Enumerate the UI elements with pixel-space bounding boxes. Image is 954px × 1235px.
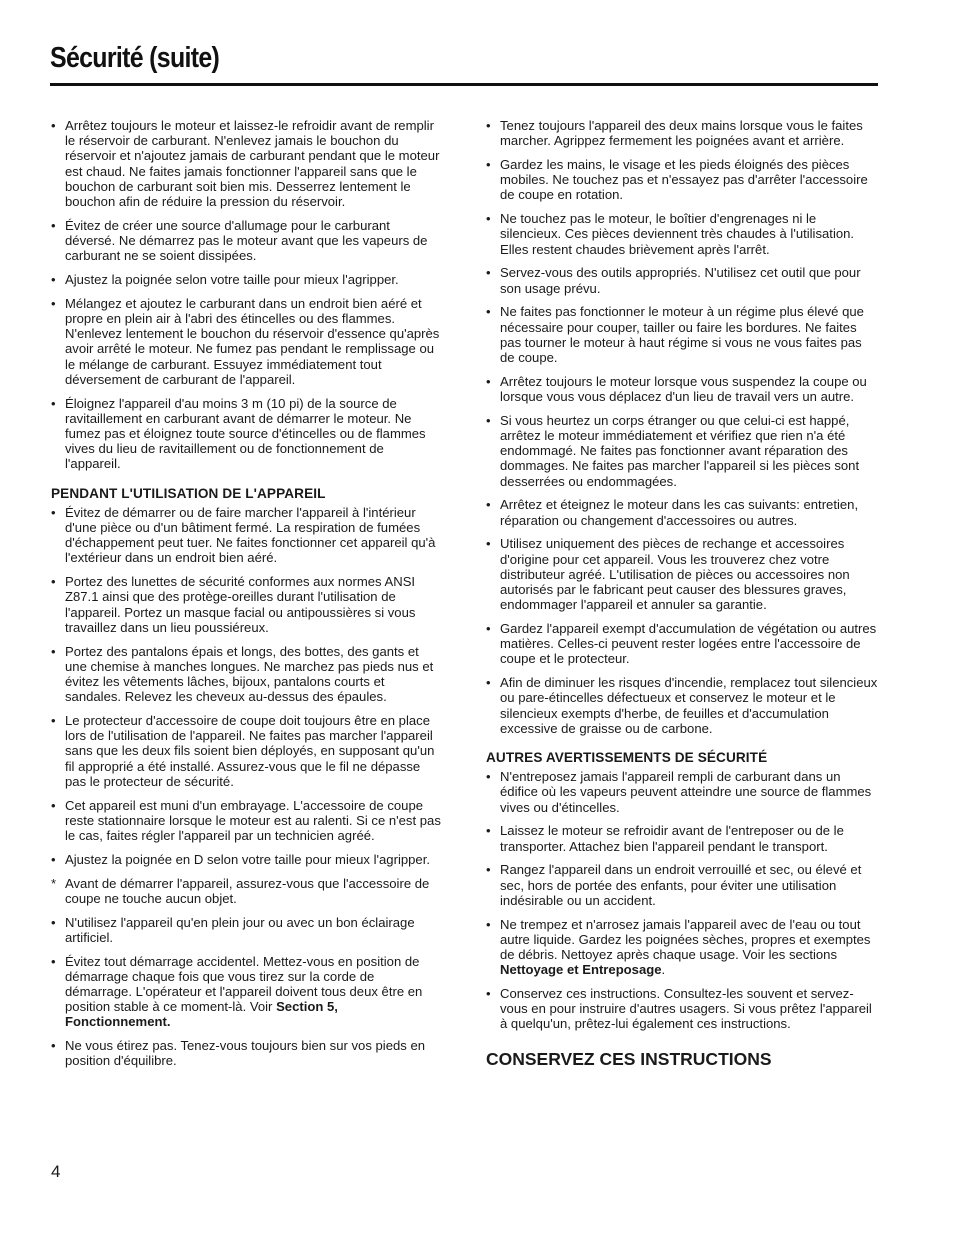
- list-item: [486, 862, 878, 908]
- list-item: [486, 536, 878, 612]
- bullet-marker: •: [51, 217, 56, 233]
- list-item: [51, 644, 443, 705]
- list-item: [51, 798, 443, 844]
- list-item-text: Arrêtez et éteignez le moteur dans les cas suivants: entretien, réparation ou changement d'accessoires ou autres.: [500, 497, 859, 528]
- bullet-marker: •: [51, 504, 56, 520]
- bullet-marker: •: [51, 395, 56, 411]
- list-item: [51, 915, 443, 945]
- list-item-text: N'utilisez l'appareil qu'en plein jour ou avec un bon éclairage artificiel.: [65, 914, 415, 945]
- bullet-marker: •: [486, 823, 491, 839]
- list-item-text: Évitez tout démarrage accidentel. Mettez-vous en position de démarrage chaque fois que vous tirez sur la corde de démarrage. L'opérateur et l'appareil doivent tous deux être en position stable à ce moment-là. Voir: [65, 953, 423, 1015]
- bullet-marker: •: [486, 497, 491, 513]
- list-item-text: Gardez les mains, le visage et les pieds éloignés des pièces mobiles. Ne touchez pas et n'essayez pas d'arrêter l'accessoire de coupe en rotation.: [500, 157, 868, 203]
- list-item-text: Avant de démarrer l'appareil, assurez-vous que l'accessoire de coupe ne touche aucun objet.: [65, 875, 430, 906]
- list-item: [51, 505, 443, 566]
- list-item: [486, 265, 878, 295]
- list-item: [486, 157, 878, 203]
- handling-safety-list: [486, 118, 878, 736]
- bullet-marker: •: [486, 265, 491, 281]
- list-item-bold-text: Nettoyage et Entreposage: [500, 962, 662, 978]
- bullet-marker: •: [486, 412, 491, 428]
- list-item: [51, 876, 443, 906]
- bullet-marker: •: [51, 851, 56, 867]
- bullet-marker: •: [486, 621, 491, 637]
- bullet-marker: •: [51, 272, 56, 288]
- operation-safety-list: [51, 505, 443, 1069]
- bullet-marker: •: [486, 986, 491, 1002]
- bullet-marker: •: [486, 536, 491, 552]
- bullet-marker: •: [486, 675, 491, 691]
- title-rule: [50, 83, 878, 86]
- list-item-text: Ne trempez et n'arrosez jamais l'appareil avec de l'eau ou tout autre liquide. Gardez les poignées sèches, propres et exemptes de débris. Nettoyez après chaque usage. Voir les sections: [500, 916, 871, 963]
- bullet-marker: •: [486, 157, 491, 172]
- list-item-text: Ne touchez pas le moteur, le boîtier d'engrenages ni le silencieux. Ces pièces deviennent très chaudes à l'utilisation. Elles restent chaudes brièvement après l'arrêt.: [500, 211, 855, 257]
- bullet-marker: •: [486, 304, 491, 320]
- list-item: [486, 118, 878, 148]
- list-item: [486, 374, 878, 404]
- list-item-text: Laissez le moteur se refroidir avant de l'entreposer ou de le transporter. Attachez bien l'appareil pendant le transport.: [500, 823, 844, 854]
- list-item-text: Mélangez et ajoutez le carburant dans un endroit bien aéré et propre en plein air à l'abri des étincelles ou des flammes. N'enlevez lentement le bouchon du réservoir d'essence qu'après avoir arrêté le moteur. Ne fumez pas pendant le remplissage ou le mélange de carburant. Essuyez immédiatement tout déversement de carburant de l'appareil.: [65, 295, 440, 387]
- list-item: [486, 823, 878, 853]
- list-item: [486, 304, 878, 365]
- list-item-text: Portez des pantalons épais et longs, des bottes, des gants et une chemise à manches longues. Ne marchez pas pieds nus et évitez les vêtements lâches, bijoux, pantalons courts et sandales. Relevez les cheveux au-dessus des épaules.: [65, 643, 434, 705]
- list-item-text: Portez des lunettes de sécurité conformes aux normes ANSI Z87.1 ainsi que des protège-oreilles durant l'utilisation de l'appareil. Portez un masque facial ou antipoussières si vous travaillez dans un lieu poussiéreux.: [65, 574, 416, 635]
- bullet-marker: •: [51, 574, 56, 590]
- list-item-bold-text: Section 5, Fonctionnement.: [65, 999, 338, 1030]
- right-column: [486, 118, 878, 1067]
- list-item: [486, 497, 878, 527]
- bullet-marker: •: [486, 373, 491, 389]
- bullet-marker: •: [486, 916, 491, 932]
- bullet-marker: •: [486, 769, 491, 785]
- list-item-text: Afin de diminuer les risques d'incendie, remplacez tout silencieux ou pare-étincelles défectueux et conservez le moteur et le silencieux exempts d'herbe, de feuilles et d'accumulation excessive de graisse ou de carbone.: [500, 675, 878, 736]
- bullet-marker: •: [51, 953, 56, 969]
- bullet-marker: *: [51, 875, 57, 891]
- page-title: Sécurité (suite): [50, 42, 220, 74]
- page-number: 4: [51, 1162, 61, 1181]
- list-item: [486, 413, 878, 489]
- bullet-marker: •: [486, 862, 491, 878]
- fuel-safety-list: [51, 118, 443, 472]
- left-column: [51, 118, 443, 1077]
- list-item-text: Évitez de créer une source d'allumage pour le carburant déversé. Ne démarrez pas le moteur avant que les vapeurs de carburant ne se soient dissipées.: [65, 217, 428, 264]
- list-item: [486, 986, 878, 1032]
- list-item-text: Ne faites pas fonctionner le moteur à un régime plus élevé que nécessaire pour couper, tailler ou faire les bordures. Ne faites pas tourner le moteur à haut régime si vous ne vous faites pas de coupe.: [500, 304, 864, 366]
- bullet-marker: •: [51, 713, 56, 729]
- list-item: [51, 218, 443, 264]
- list-item-text: Gardez l'appareil exempt d'accumulation de végétation ou autres matières. Celles-ci peuvent rester logées entre l'accessoire de coupe et le protecteur.: [500, 621, 877, 667]
- list-item: [486, 675, 878, 736]
- list-item-text: Évitez de démarrer ou de faire marcher l'appareil à l'intérieur d'une pièce ou d'un bâtiment fermé. La respiration de fumées d'échappement peut tuer. Ne faites fonctionner cet appareil qu'à l'extérieur dans un endroit bien aéré.: [65, 504, 436, 566]
- list-item: [486, 917, 878, 978]
- list-item: [486, 769, 878, 815]
- section-heading-operation: PENDANT L'UTILISATION DE L'APPAREIL: [51, 485, 326, 501]
- list-item-text: Si vous heurtez un corps étranger ou que celui-ci est happé, arrêtez le moteur immédiatement et vérifiez que rien n'a été endommagé. Ne faites pas fonctionner avant réparation des dommages. Ne faites pas marcher l'appareil si les pièces sont desserrées ou endommagées.: [500, 412, 860, 489]
- list-item-text: Arrêtez toujours le moteur lorsque vous suspendez la coupe ou lorsque vous vous déplacez d'un lieu de travail vers un autre.: [500, 373, 867, 405]
- list-item: [51, 574, 443, 635]
- bullet-marker: •: [486, 211, 491, 227]
- list-item-text: Utilisez uniquement des pièces de rechange et accessoires d'origine pour cet appareil. Vous les trouverez chez votre distributeur agréé. L'utilisation de pièces ou accessoires non autorisés par le fabricant peut causer des blessures graves, endommager l'appareil et annuler sa garantie.: [500, 536, 850, 613]
- list-item: [51, 713, 443, 789]
- list-item-text: Ajustez la poignée en D selon votre taille pour mieux l'agripper.: [65, 851, 430, 867]
- section-heading-other-warnings: AUTRES AVERTISSEMENTS DE SÉCURITÉ: [486, 750, 768, 766]
- list-item-text: Ne vous étirez pas. Tenez-vous toujours bien sur vos pieds en position d'équilibre.: [65, 1038, 426, 1069]
- list-item-text: Ajustez la poignée selon votre taille pour mieux l'agripper.: [65, 272, 399, 288]
- list-item: [51, 396, 443, 472]
- list-item: [486, 211, 878, 257]
- list-item-text: Arrêtez toujours le moteur et laissez-le refroidir avant de remplir le réservoir de carburant. N'enlevez jamais le bouchon du réservoir et n'ajoutez jamais de carburant pendant que le moteur est chaud. Ne faites jamais fonctionner l'appareil sans que le bouchon de carburant soit bien mis. Desserrez lentement le bouchon afin de réduire la pression du réservoir.: [65, 118, 440, 210]
- list-item: [51, 852, 443, 867]
- bullet-marker: •: [51, 914, 56, 930]
- list-item: [51, 1038, 443, 1068]
- list-item-text: Tenez toujours l'appareil des deux mains lorsque vous le faites marcher. Agrippez fermement les poignées avant et arrière.: [500, 118, 863, 149]
- bullet-marker: •: [51, 1038, 56, 1054]
- bullet-marker: •: [51, 797, 56, 813]
- bullet-marker: •: [486, 118, 491, 133]
- list-item-text: Éloignez l'appareil d'au moins 3 m (10 pi) de la source de ravitaillement en carburant avant de démarrer le moteur. Ne fumez pas et éloignez toute source d'étincelles ou de flammes vives du lieu de ravitaillement ou de fonctionnement de l'appareil.: [65, 395, 426, 472]
- bullet-marker: •: [51, 643, 56, 659]
- list-item-text: Le protecteur d'accessoire de coupe doit toujours être en place lors de l'utilisation de l'appareil. Ne faites pas marcher l'appareil sans que les deux fils soient bien déployés, en supposant qu'un fil approprié a été installé. Assurez-vous que le fil ne dépasse pas le protecteur de sécurité.: [65, 713, 435, 789]
- list-item-trailing-text: .: [661, 962, 666, 978]
- list-item-text: Servez-vous des outils appropriés. N'utilisez cet outil que pour son usage prévu.: [500, 265, 861, 296]
- list-item: [51, 954, 443, 1030]
- bullet-marker: •: [51, 118, 56, 133]
- other-warnings-list: [486, 769, 878, 1031]
- list-item: [51, 272, 443, 287]
- list-item-text: Conservez ces instructions. Consultez-les souvent et servez-vous en pour instruire d'autres usagers. Si vous prêtez l'appareil à quelqu'un, prêtez-lui également ces instructions.: [500, 986, 872, 1032]
- list-item-text: Cet appareil est muni d'un embrayage. L'accessoire de coupe reste stationnaire lorsque le moteur est au ralenti. Si ce n'est pas le cas, faites régler l'appareil par un technicien agréé.: [65, 797, 441, 844]
- list-item-text: Rangez l'appareil dans un endroit verrouillé et sec, ou élevé et sec, hors de portée des enfants, pour éviter une utilisation indésirable ou un accident.: [500, 862, 862, 908]
- bullet-marker: •: [51, 295, 56, 311]
- closing-heading: CONSERVEZ CES INSTRUCTIONS: [486, 1048, 772, 1069]
- list-item-text: N'entreposez jamais l'appareil rempli de carburant dans un édifice où les vapeurs peuvent atteindre une source de flammes vives ou d'étincelles.: [500, 769, 872, 815]
- list-item: [51, 118, 443, 209]
- list-item: [486, 621, 878, 667]
- list-item: [51, 296, 443, 387]
